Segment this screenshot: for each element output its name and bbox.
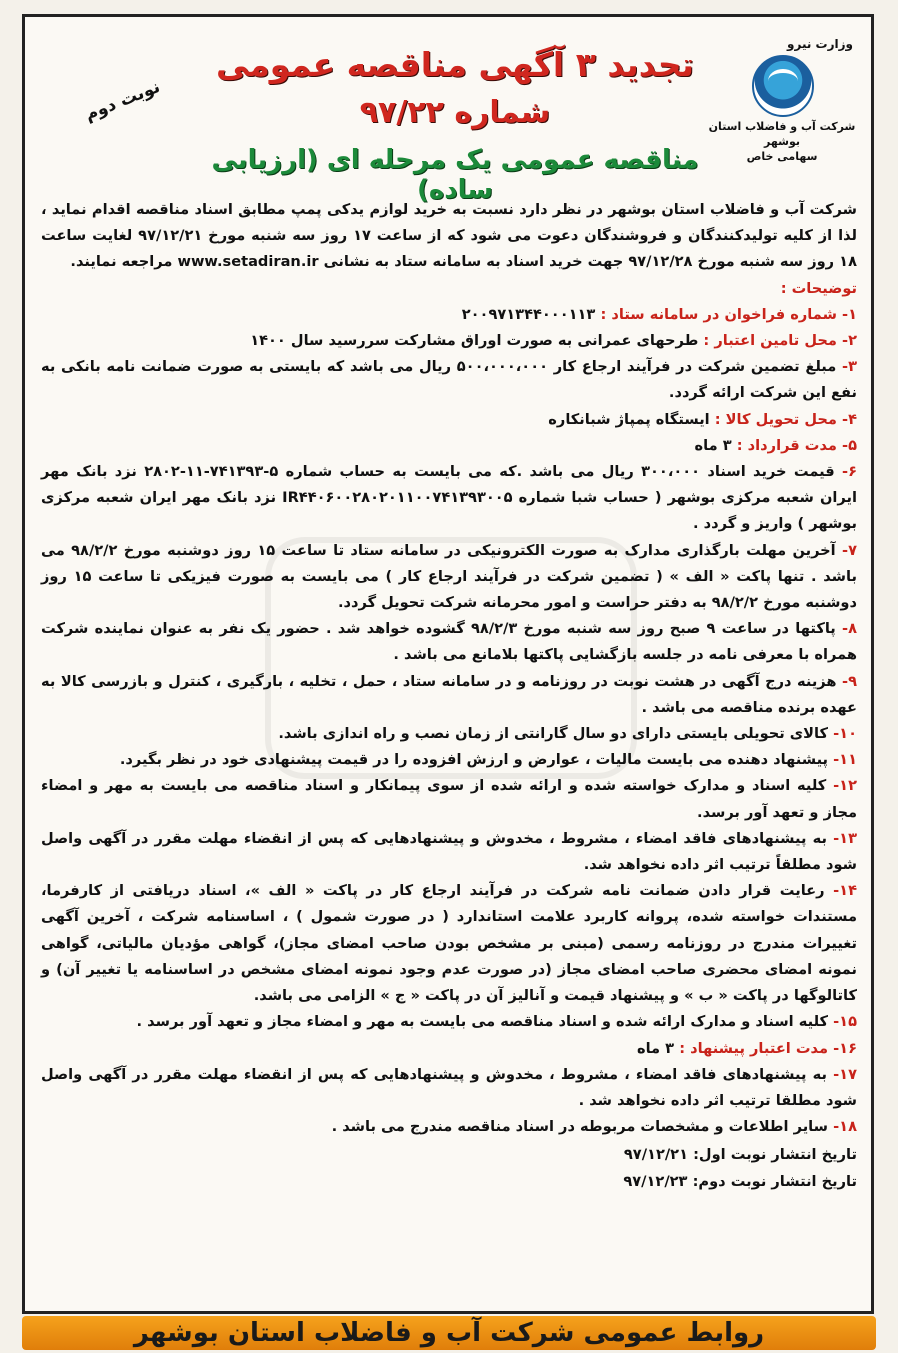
note-number: ۶-: [842, 463, 857, 481]
note-text: رعایت قرار دادن ضمانت نامه شرکت در فرآیند ارجاع کار در پاکت « الف »، اسناد دریافتی از کارفرما، مستندات خواسته شده، پروانه کاربرد علامت استاندارد ( در صورت شمول ) ، اساسنامه شرکت ، آخرین آگهی تغییرات مندرج در روزنامه رسمی (مبنی بر مشخص بودن صاحب امضای مجاز)، گواهی مؤدیان مالیاتی، گواهی نمونه امضای محضری صاحب امضای مجاز (در صورت عدم وجود نمونه امضای مشخص در اساسنامه یا تغییر آن) و کاتالوگها در پاکت « ب » و پیشنهاد قیمت و آنالیز آن در پاکت « ج » الزامی می باشد.: [41, 882, 857, 1005]
note-number: ۵-: [842, 436, 857, 454]
note-text: مبلغ تضمین شرکت در فرآیند ارجاع کار ۵۰۰،۰۰۰،۰۰۰ ریال می باشد که بایستی به صورت ضمانت نامه بانکی به نفع این شرکت ارائه گردد.: [41, 358, 857, 402]
note-number: ۱۳-: [833, 829, 857, 847]
note-number: ۷-: [842, 541, 857, 559]
note-text: به پیشنهادهای فاقد امضاء ، مشروط ، مخدوش و پیشنهادهایی که پس از انقضاء مهلت مقرر در آگهی واصل شود مطلقاً ترتیب اثر داده نخواهد شد.: [41, 829, 857, 874]
notice-number: شماره ۹۷/۲۲: [359, 95, 551, 130]
intro-paragraph: شرکت آب و فاضلاب استان بوشهر در نظر دارد نسبت به خرید لوازم یدکی پمپ مطابق اسناد مناقصه اقدام نماید ، لذا از کلیه تولیدکنندگان و فروشندگان دعوت می شود که از ساعت ۱۷ روز سه شنبه مورخ ۹۷/۱۲/۲۱ لغایت ساعت ۱۸ روز سه شنبه مورخ ۹۷/۱۲/۲۸ جهت خرید اسناد به سامانه ستاد به نشانی www.setadiran.ir مراجعه نمایند.: [41, 201, 857, 271]
note-item: [41, 538, 857, 617]
note-number: ۴-: [842, 410, 857, 428]
note-text: ۳ ماه: [694, 436, 737, 454]
notes-heading: توضیحات :: [780, 279, 857, 297]
company-name-line2: سهامی خاص: [746, 150, 818, 163]
note-text: کالای تحویلی بایستی دارای دو سال گارانتی از زمان نصب و راه اندازی باشد.: [278, 725, 829, 743]
note-label: مدت قرارداد :: [736, 436, 837, 454]
note-text: قیمت خرید اسناد ۳۰۰،۰۰۰ ریال می باشد .که می بایست به حساب شماره ۵-۷۴۱۳۹۳-۱۱-۲۸۰۲ نزد بانک مهر ایران شعبه مرکزی بوشهر ( حساب شبا شماره IR۴۴۰۶۰۰۲۸۰۲۰۱۱۰۰۷۴۱۳۹۳۰۰۵ نزد بانک مهر ایران شعبه مرکزی بوشهر ) واریز و گردد .: [41, 463, 857, 533]
note-item: [41, 747, 857, 773]
notes-list: [41, 302, 857, 1141]
publish-second-date: ۹۷/۱۲/۲۳: [623, 1172, 688, 1190]
note-item: [41, 1009, 857, 1035]
note-number: ۱۱-: [833, 751, 857, 769]
note-item: [41, 1062, 857, 1114]
note-item: [41, 616, 857, 668]
publish-first-date: ۹۷/۱۲/۲۱: [623, 1146, 688, 1164]
publish-first-label: تاریخ انتشار نوبت اول:: [693, 1146, 857, 1164]
note-text: کلیه اسناد و مدارک ارائه شده و اسناد مناقصه می بایست به مهر و امضاء مجاز و تعهد آور برسد .: [136, 1013, 829, 1031]
note-text: پاکتها در ساعت ۹ صبح روز سه شنبه مورخ ۹۸/۲/۳ گشوده خواهد شد . حضور یک نفر به عنوان نماینده شرکت همراه با معرفی نامه در جلسه بازگشایی پاکتها بلامانع می باشد .: [41, 620, 857, 664]
note-text: طرحهای عمرانی به صورت اوراق مشارکت سررسید سال ۱۴۰۰: [250, 332, 704, 350]
note-number: ۱۷-: [833, 1065, 857, 1083]
note-item: [41, 459, 857, 538]
note-text: پیشنهاد دهنده می بایست مالیات ، عوارض و ارزش افزوده را در قیمت پیشنهادی خود در نظر بگیرد.: [119, 751, 829, 769]
note-number: ۱۶-: [833, 1039, 857, 1057]
footer-banner: روابط عمومی شرکت آب و فاضلاب استان بوشهر: [22, 1316, 876, 1350]
publish-dates: [41, 1142, 857, 1194]
publish-second: [41, 1169, 857, 1195]
note-item: [41, 302, 857, 328]
note-number: ۱-: [842, 305, 857, 323]
note-number: ۹-: [842, 672, 857, 690]
note-number: ۱۴-: [833, 882, 857, 900]
ministry-label: وزارت نیرو: [787, 37, 853, 51]
note-label: محل تحویل کالا :: [714, 410, 837, 428]
note-item: [41, 354, 857, 406]
note-item: [41, 433, 857, 459]
publish-first: [41, 1142, 857, 1168]
note-text: هزینه درج آگهی در هشت نوبت در روزنامه و در سامانه ستاد ، حمل ، تخلیه ، بارگیری ، کنترل و بازرسی کالا به عهده برنده مناقصه می باشد .: [41, 672, 857, 716]
note-item: [41, 773, 857, 825]
note-number: ۱۵-: [833, 1013, 857, 1031]
company-name-line1: شرکت آب و فاضلاب استان بوشهر: [708, 120, 856, 148]
note-label: مدت اعتبار پیشنهاد :: [679, 1039, 829, 1057]
note-text: آخرین مهلت بارگذاری مدارک به صورت الکترونیکی در سامانه ستاد تا ساعت ۱۵ روز دوشنبه مورخ ۹۸/۲/۲ می باشد . تنها پاکت « الف » ( تضمین شرکت در فرآیند ارجاع کار ) می بایست به صورت فیزیکی تا ساعت ۱۵ روز دوشنبه مورخ ۹۸/۲/۲ به دفتر حراست و امور محرمانه شرکت تحویل گردد.: [41, 541, 857, 612]
notice-title: تجدید ۳ آگهی مناقصه عمومی: [215, 45, 695, 84]
note-item: [41, 878, 857, 1009]
note-label: محل تامین اعتبار :: [703, 332, 837, 350]
note-number: ۱۲-: [833, 777, 857, 795]
notice-header: [25, 17, 871, 205]
note-item: [41, 721, 857, 747]
note-item: [41, 826, 857, 878]
notice-body: [41, 197, 857, 1195]
turn-label: نوبت دوم: [82, 76, 163, 126]
note-text: به پیشنهادهای فاقد امضاء ، مشروط ، مخدوش و پیشنهادهایی که پس از انقضاء مهلت مقرر در آگهی واصل شود مطلقا ترتیب اثر داده نخواهد شد .: [41, 1065, 857, 1109]
note-text: ۳ ماه: [636, 1039, 680, 1057]
note-label: شماره فراخوان در سامانه ستاد :: [600, 305, 837, 323]
water-company-emblem-icon: [752, 55, 814, 117]
note-number: ۸-: [842, 620, 858, 638]
notice-sheet: [22, 14, 874, 1314]
publish-second-label: تاریخ انتشار نوبت دوم:: [692, 1172, 857, 1190]
note-item: [41, 407, 857, 433]
notice-subtitle: مناقصه عمومی یک مرحله ای (ارزیابی ساده): [211, 145, 699, 205]
note-number: ۱۰-: [833, 725, 857, 743]
note-item: [41, 1114, 857, 1140]
note-number: ۳-: [842, 358, 857, 376]
note-text: ایستگاه پمپاژ شبانکاره: [548, 410, 715, 428]
note-text: سایر اطلاعات و مشخصات مربوطه در اسناد مناقصه مندرج می باشد .: [331, 1118, 829, 1136]
note-item: [41, 328, 857, 354]
note-item: [41, 1036, 857, 1062]
note-text: کلیه اسناد و مدارک خواسته شده و ارائه شده از سوی پیمانکار و اسناد مناقصه می بایست به مهر و امضاء مجاز و تعهد آور برسد.: [41, 777, 857, 821]
note-number: ۱۸-: [833, 1118, 857, 1136]
note-text: ۲۰۰۹۷۱۳۴۴۰۰۰۱۱۳: [461, 305, 601, 323]
note-item: [41, 669, 857, 721]
note-number: ۲-: [842, 332, 857, 350]
